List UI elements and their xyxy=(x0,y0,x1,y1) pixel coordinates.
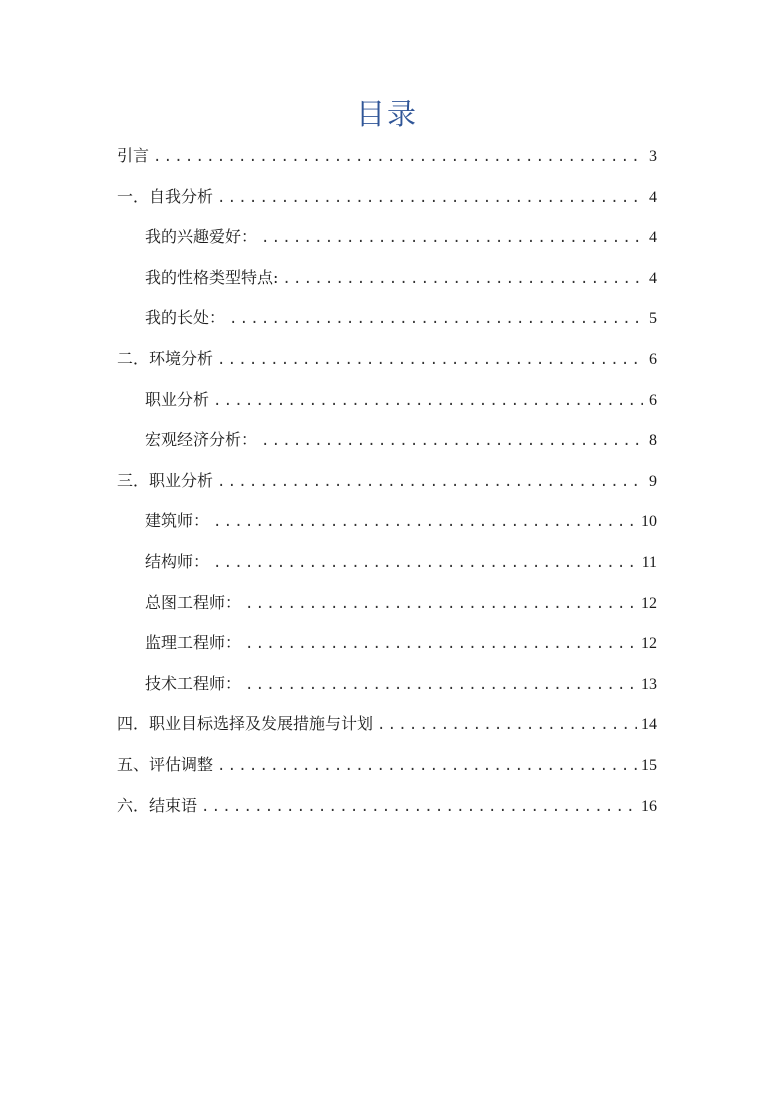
toc-entry-label: 六．结束语 xyxy=(117,796,198,815)
toc-entry-page-number: 15 xyxy=(641,757,657,774)
toc-entry[interactable] xyxy=(117,468,657,494)
toc-dot-leader xyxy=(245,631,637,657)
toc-dot-leader xyxy=(153,144,643,170)
toc-entry-page-number: 9 xyxy=(649,473,657,490)
toc-entry-label: 我的性格类型特点: xyxy=(145,268,279,287)
toc-dot-leader xyxy=(217,347,643,373)
toc-dot-leader xyxy=(245,672,637,698)
toc-entry[interactable] xyxy=(145,387,657,413)
toc-entry-label: 四．职业目标选择及发展措施与计划 xyxy=(117,714,374,733)
toc-entry-label: 总图工程师： xyxy=(145,593,242,612)
toc-entry-page-number: 6 xyxy=(649,351,657,368)
toc-entry-page-number: 16 xyxy=(641,798,657,815)
toc-entry-label: 建筑师： xyxy=(145,511,210,530)
toc-dot-leader xyxy=(213,550,638,576)
toc-entry[interactable] xyxy=(117,143,657,169)
toc-entry-page-number: 6 xyxy=(649,392,657,409)
toc-entry-label: 一．自我分析 xyxy=(117,187,214,206)
toc-entry[interactable] xyxy=(145,305,657,331)
toc-entry-page-number: 14 xyxy=(641,716,657,733)
toc-entry-label: 宏观经济分析： xyxy=(145,430,258,449)
toc-dot-leader xyxy=(213,388,643,414)
toc-entry-page-number: 4 xyxy=(649,189,657,206)
toc-entry[interactable] xyxy=(117,793,657,819)
toc-dot-leader xyxy=(377,712,637,738)
toc-entry[interactable] xyxy=(145,549,657,575)
toc-dot-leader xyxy=(261,225,643,251)
toc-entry[interactable] xyxy=(117,346,657,372)
toc-entry-label: 三．职业分析 xyxy=(117,471,214,490)
toc-entry[interactable] xyxy=(145,671,657,697)
toc-entry-page-number: 5 xyxy=(649,310,657,327)
toc-dot-leader xyxy=(201,794,637,820)
toc-dot-leader xyxy=(217,753,637,779)
toc-dot-leader xyxy=(229,306,643,332)
toc-entry[interactable] xyxy=(145,508,657,534)
toc-entry[interactable] xyxy=(117,711,657,737)
toc-title: 目录 xyxy=(355,97,418,131)
toc-entry-page-number: 12 xyxy=(641,595,657,612)
toc-entry-label: 二．环境分析 xyxy=(117,349,214,368)
toc-entry-label: 技术工程师： xyxy=(145,674,242,693)
toc-entry-page-number: 12 xyxy=(641,635,657,652)
toc-entry-label: 我的长处： xyxy=(145,308,226,327)
toc-entry-label: 结构师： xyxy=(145,552,210,571)
toc-dot-leader xyxy=(217,185,643,211)
toc-dot-leader xyxy=(245,591,637,617)
toc-entry-page-number: 8 xyxy=(649,432,657,449)
toc-entry[interactable] xyxy=(145,427,657,453)
toc-entry[interactable] xyxy=(145,630,657,656)
toc-dot-leader xyxy=(261,428,643,454)
toc-entry-label: 引言 xyxy=(117,146,150,165)
toc-dot-leader xyxy=(282,266,643,292)
toc-entry-label: 我的兴趣爱好： xyxy=(145,227,258,246)
toc-entry-page-number: 4 xyxy=(649,229,657,246)
toc-entry[interactable] xyxy=(145,590,657,616)
toc-entry-page-number: 11 xyxy=(641,554,657,571)
toc-entry-label: 监理工程师： xyxy=(145,633,242,652)
toc-entry-label: 五、评估调整 xyxy=(117,755,214,774)
toc-entry[interactable] xyxy=(117,752,657,778)
toc-entry-page-number: 10 xyxy=(641,513,657,530)
toc-entry-page-number: 13 xyxy=(641,676,657,693)
toc-entry-label: 职业分析 xyxy=(145,390,210,409)
toc-entry[interactable] xyxy=(145,265,657,291)
toc-entry-page-number: 4 xyxy=(649,270,657,287)
toc-entry[interactable] xyxy=(145,224,657,250)
toc-dot-leader xyxy=(213,509,637,535)
toc-entry[interactable] xyxy=(117,184,657,210)
toc-entry-page-number: 3 xyxy=(649,148,657,165)
toc-dot-leader xyxy=(217,469,643,495)
